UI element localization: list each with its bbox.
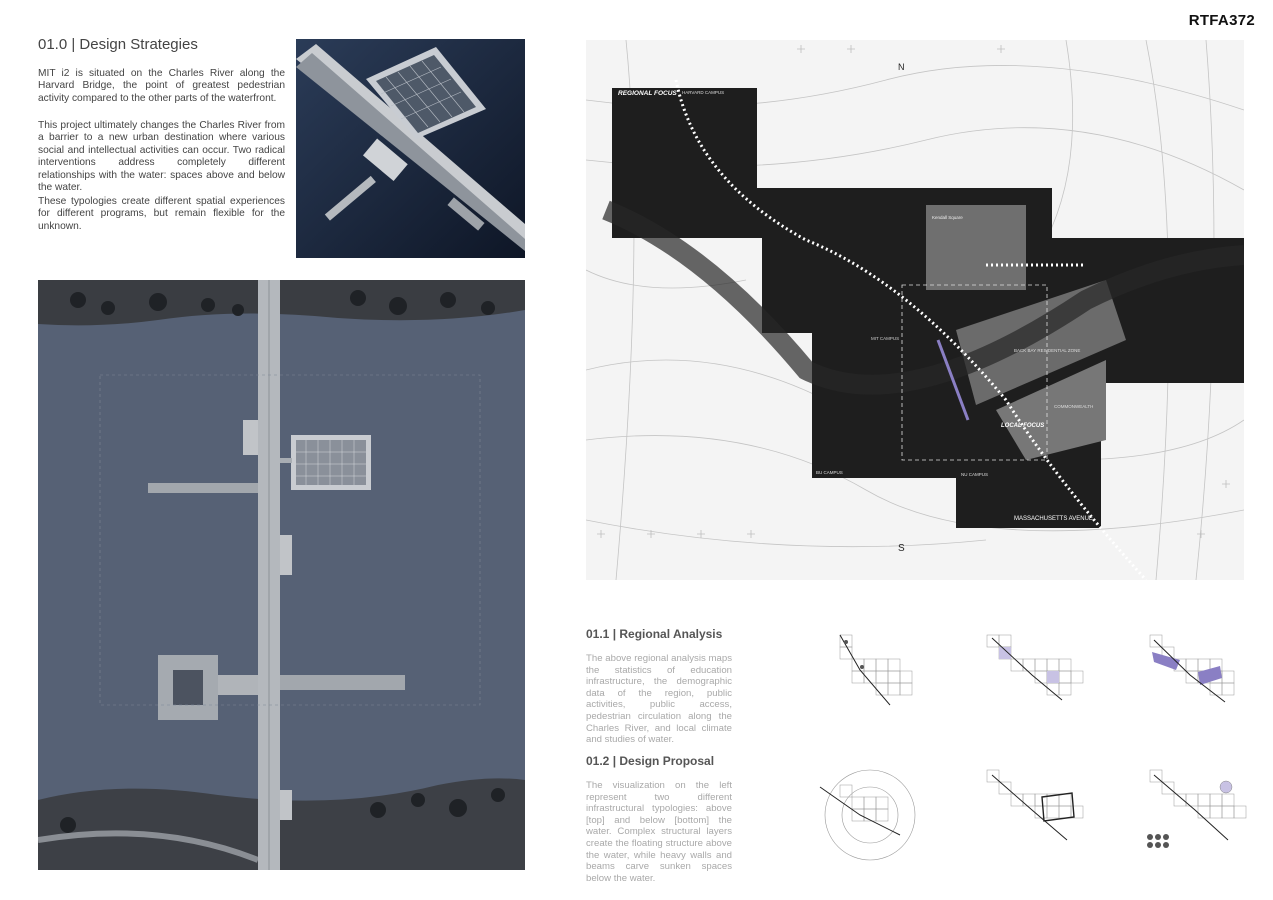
back-bay-label: BACK BAY RESIDENTIAL ZONE (1014, 348, 1081, 353)
diagram-demographics (982, 630, 1102, 735)
diagram-public-activities (1140, 630, 1260, 735)
mit-campus-label: MIT CAMPUS (871, 336, 900, 341)
commonwealth-label: COMMONWEALTH (1054, 404, 1094, 409)
aerial-render-graphic (296, 39, 525, 258)
typology-paragraph: These typologies create different spatial experiences for different programs, but remain flexible for the unknown. (38, 196, 285, 232)
harvard-campus-label: HARVARD CAMPUS (682, 90, 725, 95)
nu-campus-label: NU CAMPUS (961, 472, 989, 477)
intro-paragraph: MIT i2 is situated on the Charles River along the Harvard Bridge, the point of greatest pedestrian activity compared to the other parts of the waterfront. (38, 68, 285, 104)
section-heading-design-strategies: 01.0 | Design Strategies (38, 36, 198, 53)
sheet-id: RTFA372 (1188, 12, 1255, 29)
diagram-pedestrian-circulation (982, 765, 1102, 870)
section-heading-regional-analysis: 01.1 | Regional Analysis (586, 627, 723, 641)
aerial-render (296, 39, 525, 258)
local-focus-label: LOCAL FOCUS (1001, 423, 1045, 429)
diagram-public-access (800, 765, 920, 870)
north-label: N (898, 62, 905, 72)
bu-campus-label: BU CAMPUS (816, 470, 843, 475)
mass-ave-label: MASSACHUSETTS AVENUE (1014, 516, 1093, 522)
regional-analysis-text: The above regional analysis maps the statistics of education infrastructure, the demographic data of the region, public activities, public access, pedestrian circulation along the Charles River, and local climate and studies of water. (586, 653, 732, 746)
south-label: S (898, 543, 905, 554)
regional-map (586, 40, 1244, 580)
section-heading-design-proposal: 01.2 | Design Proposal (586, 754, 715, 768)
concept-paragraph: This project ultimately changes the Charles River from a barrier to a new urban destination where various social and intellectual activities can occur. Two radical interventions address completely different relationships with the water: spaces above and below the water. (38, 120, 285, 194)
diagram-climate-water (1140, 765, 1260, 870)
regional-map-graphic (586, 40, 1244, 580)
site-plan-render (38, 280, 525, 870)
site-plan-graphic (38, 280, 525, 870)
regional-focus-label: REGIONAL FOCUS (618, 90, 677, 97)
diagram-education (800, 630, 920, 735)
kendall-square-label: Kendall Square (932, 215, 963, 220)
design-proposal-text: The visualization on the left represent two different infrastructural typologies: above [top] and below [bottom] the water. Complex structural layers create the floating structure above the water, while heavy walls and beams carve sunken spaces below the water. (586, 780, 732, 884)
